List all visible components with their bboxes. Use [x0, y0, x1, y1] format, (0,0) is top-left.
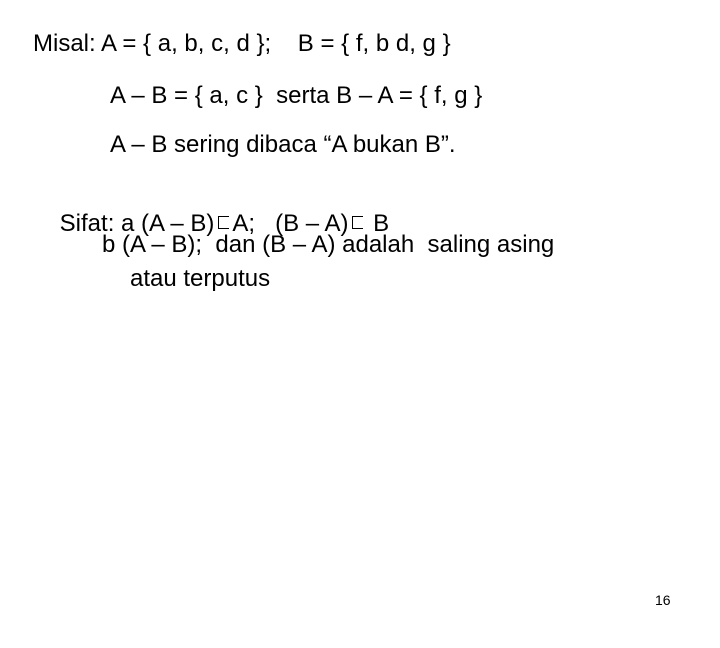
property-b-line: b (A – B); dan (B – A) adalah saling asing: [102, 231, 555, 258]
property-a-part3: B: [366, 210, 390, 237]
property-a-part2: A; (B – A): [232, 210, 349, 237]
property-b-continuation: atau terputus: [130, 265, 271, 292]
set-difference-line: A – B = { a, c } serta B – A = { f, g }: [110, 82, 483, 109]
property-a-part1: Sifat: a (A – B): [59, 210, 215, 237]
example-sets-line: Misal: A = { a, b, c, d }; B = { f, b d, g }: [33, 30, 451, 57]
page-number: 16: [655, 592, 671, 608]
reading-note-line: A – B sering dibaca “A bukan B”.: [110, 131, 456, 158]
subset-symbol-icon: [218, 216, 229, 229]
subset-symbol-icon: [352, 216, 363, 229]
